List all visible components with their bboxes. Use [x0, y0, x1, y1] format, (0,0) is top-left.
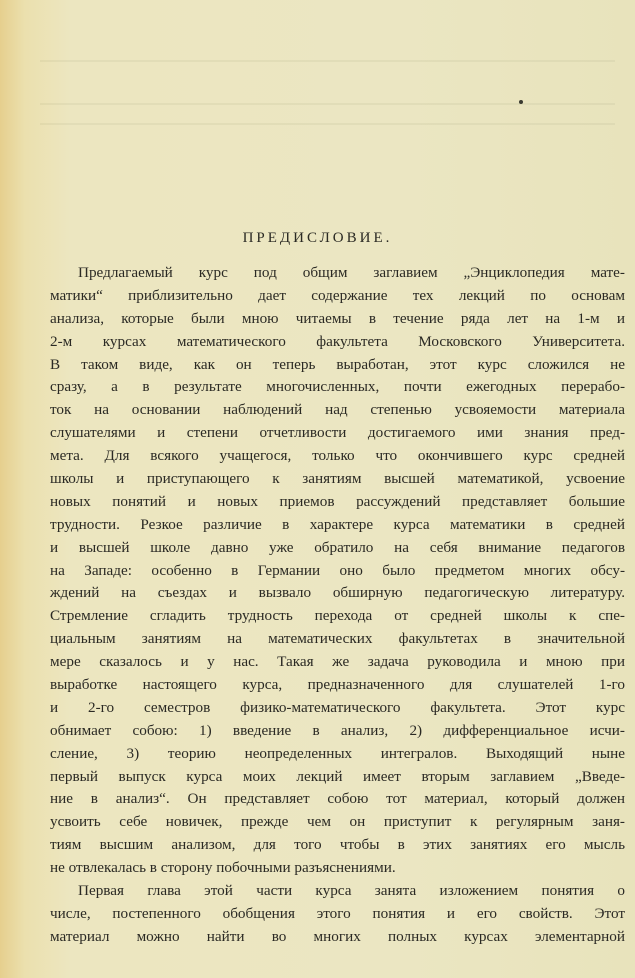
text-line: не отвлекалась в сторону побочными разъяснениями.	[50, 859, 396, 877]
text-line: усвоить себе новичек, прежде чем он приступит к регулярным заня-	[50, 813, 625, 831]
text-line: числе, постепенного обобщения этого понятия и его свойств. Этот	[50, 904, 625, 922]
text-line: слушателями и степени отчетливости достигаемого ими знания пред-	[50, 424, 625, 442]
text-line: анализа, которые были мною читаемы в течение ряда лет на 1-м и	[50, 309, 625, 327]
bleed-through-line	[40, 103, 615, 105]
text-line: первый выпуск курса моих лекций имеет вторым заглавием „Введе-	[50, 767, 625, 785]
text-line: ждений на съездах и вызвало обширную педагогическую литературу.	[50, 584, 625, 602]
text-line: мета. Для всякого учащегося, только что окончившего курс средней	[50, 447, 625, 465]
text-line: обнимает собою: 1) введение в анализ, 2) дифференциальное исчи-	[50, 721, 625, 739]
text-line: циальным занятиям на математических факультетах в значительной	[50, 630, 625, 648]
text-line: и 2-го семестров физико-математического факультета. Этот курс	[50, 698, 625, 716]
page-title: ПРЕДИСЛОВИЕ.	[242, 230, 393, 246]
text-line: школы и приступающего к занятиям высшей математикой, усвоение	[50, 470, 625, 488]
text-line: материал можно найти во многих полных курсах элементарной	[50, 927, 625, 945]
text-line: новых понятий и новых приемов рассуждений представляет большие	[50, 492, 625, 510]
text-line: 2-м курсах математического факультета Московского Университета.	[50, 332, 625, 350]
text-line: и высшей школе давно уже обратило на себя внимание педагогов	[50, 538, 625, 556]
bleed-through-line	[40, 123, 615, 125]
text-line: Предлагаемый курс под общим заглавием „Энциклопедия мате-	[78, 264, 625, 281]
bleed-through-line	[40, 60, 615, 62]
text-line: ние в анализ“. Он представляет собою тот материал, который должен	[50, 790, 625, 808]
text-line: ток на основании наблюдений над степенью усвояемости материала	[50, 401, 625, 419]
text-line: В таком виде, как он теперь выработан, этот курс сложился не	[50, 355, 625, 373]
text-line: сление, 3) теорию неопределенных интегралов. Выходящий ныне	[50, 744, 625, 762]
text-line: тиям высшим анализом, для того чтобы в этих занятиях его мысль	[50, 836, 625, 854]
ink-speck	[519, 100, 523, 104]
text-line: мере сказалось и у нас. Такая же задача руководила и мною при	[50, 653, 625, 671]
text-line: трудности. Резкое различие в характере курса математики в средней	[50, 515, 625, 533]
text-line: на Западе: особенно в Германии оно было предметом многих обсу-	[50, 561, 625, 579]
text-line: Стремление сгладить трудность перехода от средней школы к спе-	[50, 607, 625, 625]
text-line: выработке настоящего курса, предназначенного для слушателей 1-го	[50, 676, 625, 694]
text-line: сразу, а в результате многочисленных, почти ежегодных перерабо-	[50, 378, 625, 396]
text-line: матики“ приблизительно дает содержание тех лекций по основам	[50, 286, 625, 304]
text-line: Первая глава этой части курса занята изложением понятия о	[78, 882, 625, 900]
document-body	[50, 262, 625, 949]
